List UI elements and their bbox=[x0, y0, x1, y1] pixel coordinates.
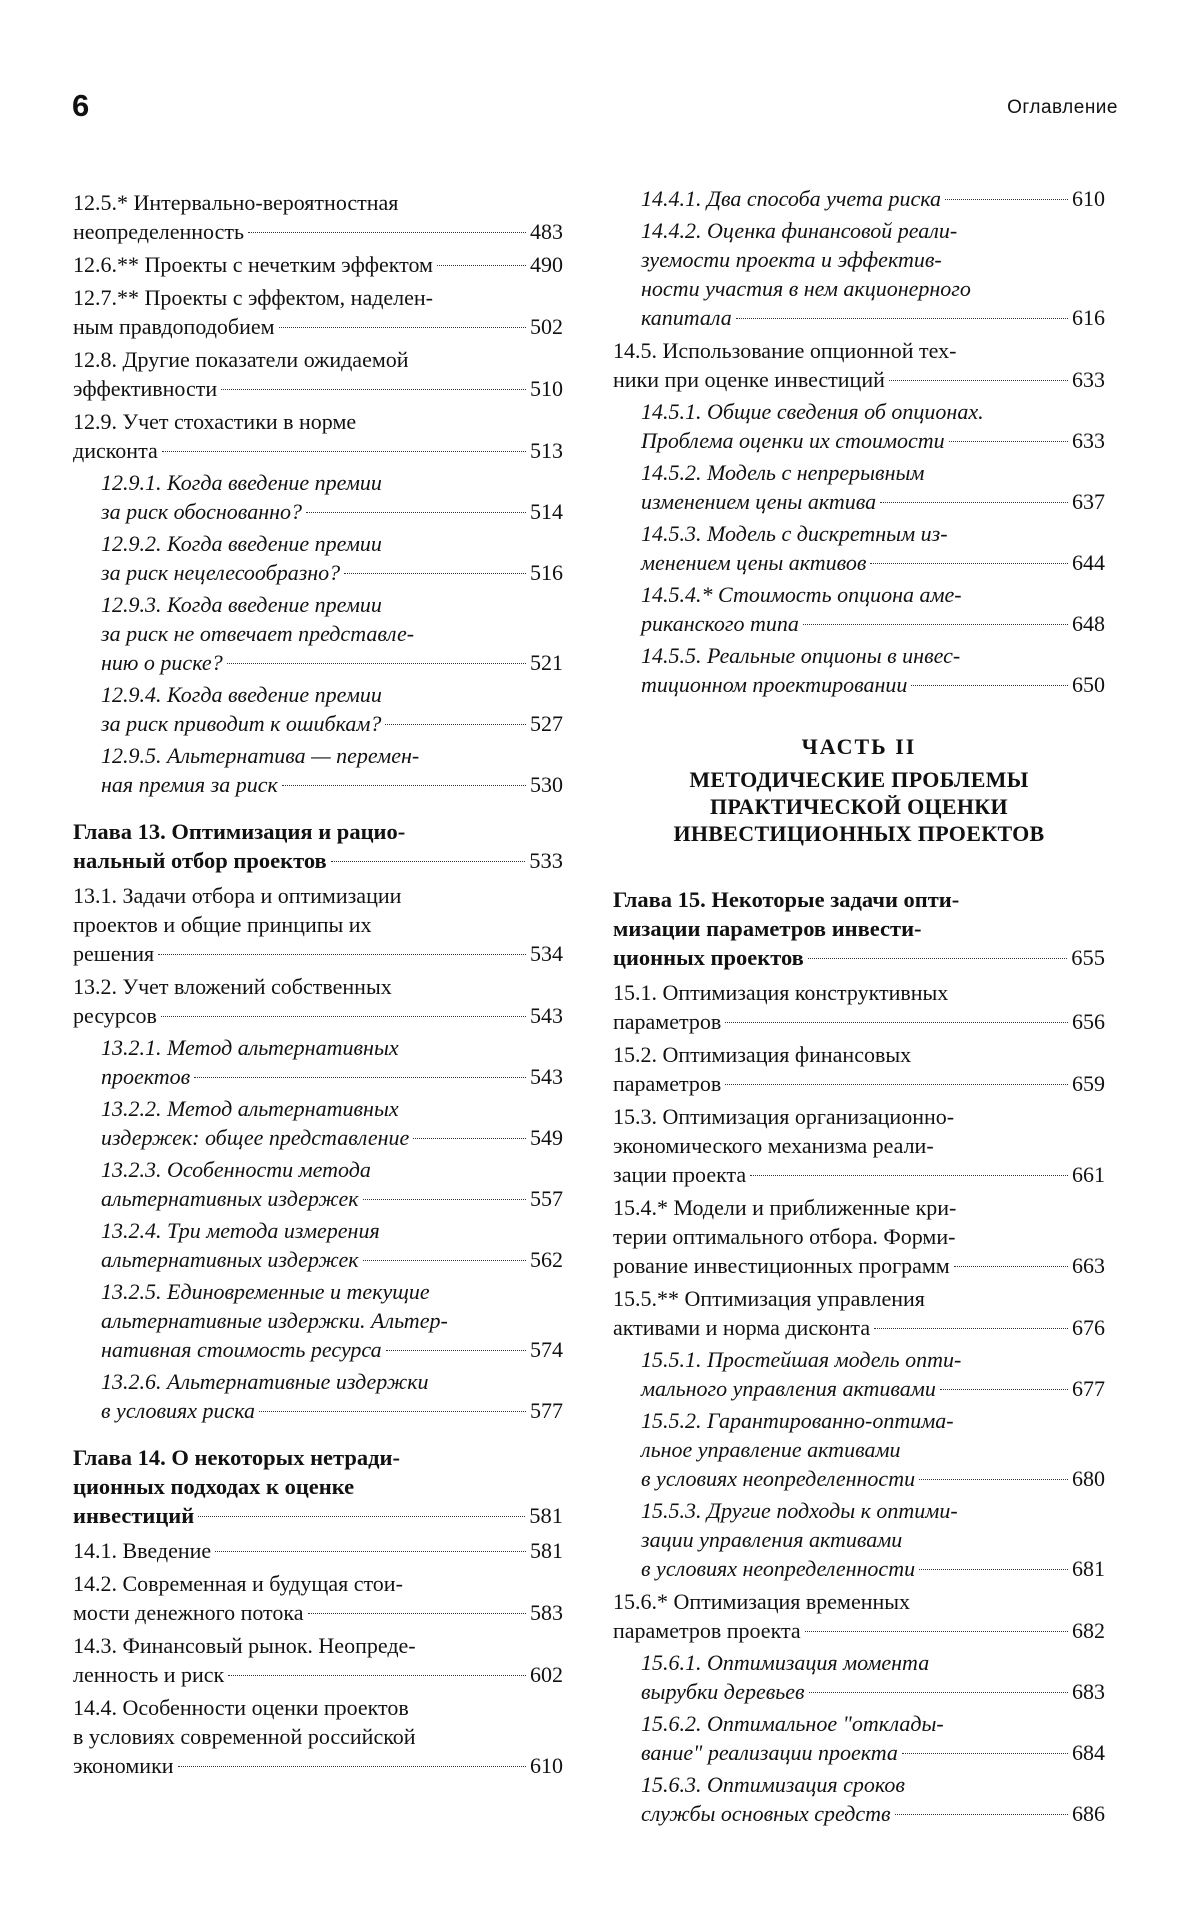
toc-entry-text: нальный отбор проектов bbox=[73, 848, 327, 873]
toc-entry-final-line bbox=[641, 1799, 1105, 1828]
toc-entry-final-line bbox=[73, 1001, 563, 1030]
toc-entry-line: 15.4.* Модели и приближенные кри- bbox=[613, 1195, 957, 1220]
dot-leader bbox=[385, 724, 526, 725]
part-title-line: МЕТОДИЧЕСКИЕ ПРОБЛЕМЫ bbox=[689, 767, 1029, 792]
toc-entry-sub bbox=[641, 1770, 1105, 1828]
toc-entry-line: терии оптимального отбора. Форми- bbox=[613, 1224, 956, 1249]
toc-entry-chapter bbox=[613, 885, 1105, 972]
toc-entry-final-line bbox=[613, 365, 1105, 394]
toc-entry-line: за риск не отвечает представле- bbox=[101, 621, 415, 646]
toc-entry-final-line bbox=[73, 217, 563, 246]
toc-page-number: 549 bbox=[530, 1125, 563, 1150]
toc-entry-text: менением цены активов bbox=[641, 550, 867, 575]
toc-entry-line: 14.5.4.* Стоимость опциона аме- bbox=[641, 582, 962, 607]
toc-entry-final-line bbox=[613, 1616, 1105, 1645]
toc-entry-final-line bbox=[641, 548, 1105, 577]
toc-page-number: 513 bbox=[530, 438, 563, 463]
dot-leader bbox=[198, 1516, 525, 1517]
toc-entry-section bbox=[613, 1587, 1105, 1645]
toc-entry-sub bbox=[641, 641, 1105, 699]
dot-leader bbox=[386, 1350, 526, 1351]
toc-entry-line: 15.2. Оптимизация финансовых bbox=[613, 1042, 912, 1067]
toc-entry-final-line bbox=[73, 1751, 563, 1780]
dot-leader bbox=[870, 563, 1068, 564]
toc-entry-text: зации проекта bbox=[613, 1162, 747, 1187]
toc-page-number: 574 bbox=[530, 1337, 563, 1362]
toc-entry-text: тиционном проектировании bbox=[641, 672, 908, 697]
dot-leader bbox=[902, 1753, 1068, 1754]
toc-entry-sub bbox=[641, 580, 1105, 638]
toc-entry-line: 15.6.1. Оптимизация момента bbox=[641, 1650, 930, 1675]
toc-entry-line: 15.5.3. Другие подходы к оптими- bbox=[641, 1498, 958, 1523]
toc-right-bottom bbox=[613, 885, 1105, 1828]
dot-leader bbox=[911, 685, 1068, 686]
toc-entry-line: 15.6.* Оптимизация временных bbox=[613, 1589, 911, 1614]
dot-leader bbox=[945, 199, 1068, 200]
dot-leader bbox=[161, 1016, 526, 1017]
toc-page-number: 514 bbox=[530, 499, 563, 524]
toc-page-number: 659 bbox=[1072, 1071, 1105, 1096]
toc-entry-final-line bbox=[101, 1245, 563, 1274]
toc-entry-text: 14.1. Введение bbox=[73, 1538, 212, 1563]
dot-leader bbox=[940, 1389, 1068, 1390]
dot-leader bbox=[228, 1675, 526, 1676]
toc-entry-sub bbox=[641, 519, 1105, 577]
toc-entry-line: 15.6.3. Оптимизация сроков bbox=[641, 1772, 905, 1797]
toc-left-column bbox=[73, 184, 563, 1783]
toc-entry-line: 14.5.2. Модель с непрерывным bbox=[641, 460, 925, 485]
toc-page-number: 530 bbox=[530, 772, 563, 797]
toc-page-number: 610 bbox=[530, 1753, 563, 1778]
dot-leader bbox=[880, 502, 1068, 503]
toc-entry-text: 14.4.1. Два способа учета риска bbox=[641, 186, 942, 211]
dot-leader bbox=[413, 1138, 526, 1139]
toc-entry-sub bbox=[641, 1345, 1105, 1403]
dot-leader bbox=[259, 1411, 526, 1412]
toc-page-number: 686 bbox=[1072, 1801, 1105, 1826]
toc-entry-line: 15.3. Оптимизация организационно- bbox=[613, 1104, 955, 1129]
toc-entry-text: активами и норма дисконта bbox=[613, 1315, 871, 1340]
toc-entry-section bbox=[73, 1569, 563, 1627]
toc-page-number: 521 bbox=[530, 650, 563, 675]
toc-entry-text: ленность и риск bbox=[73, 1662, 225, 1687]
dot-leader bbox=[306, 512, 526, 513]
toc-entry-line: 14.2. Современная и будущая стои- bbox=[73, 1571, 403, 1596]
toc-entry-line: проектов и общие принципы их bbox=[73, 912, 372, 937]
toc-entry-line: 12.9.5. Альтернатива — перемен- bbox=[101, 743, 420, 768]
toc-entry-section bbox=[613, 1284, 1105, 1342]
toc-entry-text: дисконта bbox=[73, 438, 158, 463]
part-title-line: ИНВЕСТИЦИОННЫХ ПРОЕКТОВ bbox=[673, 821, 1045, 846]
toc-entry-text: за риск приводит к ошибкам? bbox=[101, 711, 382, 736]
toc-page-number: 533 bbox=[529, 848, 563, 873]
toc-entry-line: 12.9.1. Когда введение премии bbox=[101, 470, 382, 495]
toc-entry-section bbox=[73, 345, 563, 403]
dot-leader bbox=[803, 624, 1068, 625]
toc-entry-final-line bbox=[101, 770, 563, 799]
toc-entry-line: 12.5.* Интервально-вероятностная bbox=[73, 190, 399, 215]
toc-entry-section bbox=[73, 1693, 563, 1780]
toc-entry-line: 15.5.2. Гарантированно-оптима- bbox=[641, 1408, 954, 1433]
toc-entry-sub bbox=[101, 529, 563, 587]
toc-entry-section bbox=[73, 972, 563, 1030]
toc-entry-line: 12.9.3. Когда введение премии bbox=[101, 592, 382, 617]
toc-page-number: 543 bbox=[530, 1003, 563, 1028]
toc-entry-line: 12.8. Другие показатели ожидаемой bbox=[73, 347, 409, 372]
toc-entry-final-line bbox=[73, 1660, 563, 1689]
toc-entry-line: в условиях современной российской bbox=[73, 1724, 416, 1749]
dot-leader bbox=[805, 1631, 1068, 1632]
toc-entry-final-line bbox=[101, 1062, 563, 1091]
dot-leader bbox=[954, 1266, 1068, 1267]
toc-entry-line: 12.7.** Проекты с эффектом, наделен- bbox=[73, 285, 434, 310]
dot-leader bbox=[363, 1260, 526, 1261]
toc-entry-text: параметров bbox=[613, 1071, 722, 1096]
toc-entry-text: альтернативных издержек bbox=[101, 1186, 359, 1211]
toc-entry-section bbox=[73, 283, 563, 341]
toc-entry-text: в условиях неопределенности bbox=[641, 1556, 916, 1581]
dot-leader bbox=[919, 1569, 1068, 1570]
toc-page-number: 616 bbox=[1072, 305, 1105, 330]
toc-page-number: 527 bbox=[530, 711, 563, 736]
toc-entry-line: 14.5.3. Модель с дискретным из- bbox=[641, 521, 948, 546]
toc-entry-line: экономического механизма реали- bbox=[613, 1133, 934, 1158]
toc-entry-final-line bbox=[641, 670, 1105, 699]
toc-page-number: 683 bbox=[1072, 1679, 1105, 1704]
toc-page-number: 681 bbox=[1072, 1556, 1105, 1581]
toc-page-number: 684 bbox=[1072, 1740, 1105, 1765]
toc-entry-line: альтернативные издержки. Альтер- bbox=[101, 1308, 448, 1333]
toc-entry-text: проектов bbox=[101, 1064, 191, 1089]
toc-entry-text: в условиях риска bbox=[101, 1398, 255, 1423]
toc-entry-text: ники при оценке инвестиций bbox=[613, 367, 885, 392]
toc-page-number: 602 bbox=[530, 1662, 563, 1687]
toc-right-top bbox=[613, 184, 1105, 699]
toc-entry-line: 14.4.2. Оценка финансовой реали- bbox=[641, 218, 958, 243]
toc-entry-final-line bbox=[641, 303, 1105, 332]
toc-entry-text: изменением цены актива bbox=[641, 489, 877, 514]
toc-entry-final-line bbox=[101, 1335, 563, 1364]
toc-entry-final-line bbox=[73, 1598, 563, 1627]
toc-entry-text: в условиях неопределенности bbox=[641, 1466, 916, 1491]
toc-page-number: 483 bbox=[530, 219, 563, 244]
toc-entry-final-line bbox=[641, 1554, 1105, 1583]
toc-entry-line: 13.2.2. Метод альтернативных bbox=[101, 1096, 399, 1121]
toc-page-number: 677 bbox=[1072, 1376, 1105, 1401]
toc-page-number: 682 bbox=[1072, 1618, 1105, 1643]
toc-entry-line: 13.2.6. Альтернативные издержки bbox=[101, 1369, 429, 1394]
dot-leader bbox=[331, 861, 526, 862]
dot-leader bbox=[282, 785, 526, 786]
toc-entry-line: 15.5.** Оптимизация управления bbox=[613, 1286, 925, 1311]
toc-page-number: 534 bbox=[530, 941, 563, 966]
toc-entry-sub bbox=[101, 1033, 563, 1091]
toc-page-number: 577 bbox=[530, 1398, 563, 1423]
toc-entry-line: 14.5.5. Реальные опционы в инвес- bbox=[641, 643, 961, 668]
toc-entry-text: риканского типа bbox=[641, 611, 799, 636]
toc-entry-final-line bbox=[73, 250, 563, 279]
toc-entry-text: мального управления активами bbox=[641, 1376, 936, 1401]
toc-page-number: 676 bbox=[1072, 1315, 1105, 1340]
toc-entry-text: рование инвестиционных программ bbox=[613, 1253, 950, 1278]
toc-entry-section bbox=[73, 250, 563, 279]
dot-leader bbox=[363, 1199, 526, 1200]
toc-page-number: 633 bbox=[1072, 428, 1105, 453]
toc-entry-text: нативная стоимость ресурса bbox=[101, 1337, 382, 1362]
toc-entry-text: службы основных средств bbox=[641, 1801, 891, 1826]
dot-leader bbox=[279, 327, 526, 328]
dot-leader bbox=[889, 380, 1068, 381]
toc-entry-section bbox=[73, 1631, 563, 1689]
dot-leader bbox=[919, 1479, 1068, 1480]
dot-leader bbox=[750, 1175, 1068, 1176]
toc-entry-section bbox=[73, 407, 563, 465]
toc-entry-sub bbox=[641, 1406, 1105, 1493]
dot-leader bbox=[809, 1692, 1068, 1693]
toc-entry-final-line bbox=[73, 1501, 563, 1530]
toc-entry-text: за риск обоснованно? bbox=[101, 499, 303, 524]
toc-entry-text: за риск нецелесообразно? bbox=[101, 560, 341, 585]
toc-entry-final-line bbox=[641, 1374, 1105, 1403]
toc-entry-final-line bbox=[613, 1160, 1105, 1189]
part-label: ЧАСТЬ II bbox=[801, 734, 917, 759]
toc-page-number: 637 bbox=[1072, 489, 1105, 514]
toc-entry-line: 14.5. Использование опционной тех- bbox=[613, 338, 957, 363]
toc-entry-text: капитала bbox=[641, 305, 732, 330]
toc-entry-sub bbox=[101, 1155, 563, 1213]
dot-leader bbox=[308, 1613, 527, 1614]
toc-page-number: 581 bbox=[529, 1503, 563, 1528]
toc-page-number: 680 bbox=[1072, 1466, 1105, 1491]
toc-entry-line: 13.2.4. Три метода измерения bbox=[101, 1218, 380, 1243]
toc-entry-line: 13.1. Задачи отбора и оптимизации bbox=[73, 883, 402, 908]
toc-page-number: 583 bbox=[530, 1600, 563, 1625]
dot-leader bbox=[949, 441, 1068, 442]
toc-entry-final-line bbox=[101, 558, 563, 587]
toc-entry-text: неопределенность bbox=[73, 219, 244, 244]
toc-entry-chapter bbox=[73, 817, 563, 875]
toc-page-number: 581 bbox=[530, 1538, 563, 1563]
dot-leader bbox=[227, 663, 526, 664]
toc-entry-sub bbox=[101, 680, 563, 738]
toc-entry-sub bbox=[101, 1216, 563, 1274]
toc-entry-line: Глава 13. Оптимизация и рацио- bbox=[73, 819, 406, 844]
part-heading bbox=[613, 733, 1105, 847]
toc-entry-text: решения bbox=[73, 941, 155, 966]
toc-page-number: 633 bbox=[1072, 367, 1105, 392]
toc-entry-sub bbox=[641, 216, 1105, 332]
toc-entry-final-line bbox=[613, 1007, 1105, 1036]
toc-entry-text: вырубки деревьев bbox=[641, 1679, 805, 1704]
toc-entry-final-line bbox=[613, 1069, 1105, 1098]
toc-entry-text: альтернативных издержек bbox=[101, 1247, 359, 1272]
toc-entry-section bbox=[613, 978, 1105, 1036]
toc-entry-line: 12.9. Учет стохастики в норме bbox=[73, 409, 357, 434]
toc-entry-sub bbox=[641, 1709, 1105, 1767]
toc-page-number: 490 bbox=[530, 252, 563, 277]
toc-page-number: 557 bbox=[530, 1186, 563, 1211]
dot-leader bbox=[162, 451, 526, 452]
dot-leader bbox=[248, 232, 526, 233]
toc-entry-sub bbox=[101, 1277, 563, 1364]
toc-entry-text: издержек: общее представление bbox=[101, 1125, 410, 1150]
toc-entry-text: мости денежного потока bbox=[73, 1600, 304, 1625]
toc-entry-final-line bbox=[641, 609, 1105, 638]
toc-page-number: 648 bbox=[1072, 611, 1105, 636]
part-title-line: ПРАКТИЧЕСКОЙ ОЦЕНКИ bbox=[710, 794, 1008, 819]
toc-entry-text: эффективности bbox=[73, 376, 218, 401]
toc-entry-final-line bbox=[641, 184, 1105, 213]
toc-entry-final-line bbox=[101, 1123, 563, 1152]
toc-entry-line: ционных подходах к оценке bbox=[73, 1474, 355, 1499]
toc-entry-text: нию о риске? bbox=[101, 650, 223, 675]
toc-entry-section bbox=[613, 1040, 1105, 1098]
toc-entry-line: 15.6.2. Оптимальное "отклады- bbox=[641, 1711, 944, 1736]
toc-entry-section bbox=[613, 1102, 1105, 1189]
toc-entry-final-line bbox=[101, 497, 563, 526]
toc-entry-sub bbox=[641, 1648, 1105, 1706]
toc-entry-line: мизации параметров инвести- bbox=[613, 916, 922, 941]
toc-entry-text: ная премия за риск bbox=[101, 772, 278, 797]
toc-entry-final-line bbox=[73, 312, 563, 341]
toc-page-number: 502 bbox=[530, 314, 563, 339]
toc-entry-text: ным правдоподобием bbox=[73, 314, 275, 339]
toc-entry-line: 15.1. Оптимизация конструктивных bbox=[613, 980, 949, 1005]
toc-entry-line: 13.2.5. Единовременные и текущие bbox=[101, 1279, 430, 1304]
toc-entry-final-line bbox=[101, 709, 563, 738]
dot-leader bbox=[808, 958, 1067, 959]
toc-page-number: 562 bbox=[530, 1247, 563, 1272]
toc-entry-section bbox=[73, 188, 563, 246]
dot-leader bbox=[158, 954, 526, 955]
toc-page-number: 610 bbox=[1072, 186, 1105, 211]
toc-entry-line: льное управление активами bbox=[641, 1437, 901, 1462]
toc-entry-line: 13.2.3. Особенности метода bbox=[101, 1157, 371, 1182]
toc-entry-final-line bbox=[641, 1677, 1105, 1706]
toc-entry-line: 14.3. Финансовый рынок. Неопреде- bbox=[73, 1633, 416, 1658]
toc-entry-line: 12.9.4. Когда введение премии bbox=[101, 682, 382, 707]
dot-leader bbox=[725, 1084, 1068, 1085]
dot-leader bbox=[895, 1814, 1068, 1815]
toc-entry-section bbox=[73, 881, 563, 968]
toc-page-number: 663 bbox=[1072, 1253, 1105, 1278]
toc-entry-line: 12.9.2. Когда введение премии bbox=[101, 531, 382, 556]
toc-entry-section bbox=[613, 1193, 1105, 1280]
toc-entry-line: зации управления активами bbox=[641, 1527, 903, 1552]
toc-entry-final-line bbox=[641, 1464, 1105, 1493]
toc-entry-line: 13.2.1. Метод альтернативных bbox=[101, 1035, 399, 1060]
toc-entry-section bbox=[613, 336, 1105, 394]
toc-entry-final-line bbox=[73, 1536, 563, 1565]
toc-entry-line: 15.5.1. Простейшая модель опти- bbox=[641, 1347, 962, 1372]
dot-leader bbox=[178, 1766, 526, 1767]
toc-page-number: 655 bbox=[1071, 945, 1105, 970]
toc-entry-chapter bbox=[73, 1443, 563, 1530]
toc-page-number: 510 bbox=[530, 376, 563, 401]
toc-entry-text: параметров проекта bbox=[613, 1618, 801, 1643]
toc-entry-final-line bbox=[73, 846, 563, 875]
toc-entry-text: ционных проектов bbox=[613, 945, 804, 970]
toc-entry-final-line bbox=[73, 374, 563, 403]
running-title: Оглавление bbox=[1007, 97, 1118, 118]
toc-page-number: 650 bbox=[1072, 672, 1105, 697]
dot-leader bbox=[194, 1077, 526, 1078]
toc-entry-line: зуемости проекта и эффектив- bbox=[641, 247, 942, 272]
toc-page-number: 656 bbox=[1072, 1009, 1105, 1034]
toc-entry-final-line bbox=[101, 1184, 563, 1213]
toc-right-column bbox=[613, 184, 1105, 1831]
toc-entry-final-line bbox=[73, 436, 563, 465]
toc-entry-final-line bbox=[73, 939, 563, 968]
toc-entry-sub bbox=[101, 741, 563, 799]
toc-entry-final-line bbox=[101, 648, 563, 677]
toc-entry-line: 14.4. Особенности оценки проектов bbox=[73, 1695, 409, 1720]
toc-entry-sub bbox=[101, 468, 563, 526]
toc-page-number: 644 bbox=[1072, 550, 1105, 575]
dot-leader bbox=[736, 318, 1068, 319]
toc-entry-text: экономики bbox=[73, 1753, 174, 1778]
toc-entry-final-line bbox=[641, 426, 1105, 455]
dot-leader bbox=[437, 265, 526, 266]
dot-leader bbox=[221, 389, 526, 390]
toc-entry-line: ности участия в нем акционерного bbox=[641, 276, 971, 301]
toc-entry-line: Глава 14. О некоторых нетради- bbox=[73, 1445, 400, 1470]
toc-entry-sub bbox=[641, 1496, 1105, 1583]
toc-entry-text: Проблема оценки их стоимости bbox=[641, 428, 945, 453]
dot-leader bbox=[874, 1328, 1068, 1329]
toc-page-number: 516 bbox=[530, 560, 563, 585]
dot-leader bbox=[215, 1551, 526, 1552]
toc-entry-final-line bbox=[641, 487, 1105, 516]
toc-entry-text: 12.6.** Проекты с нечетким эффектом bbox=[73, 252, 433, 277]
toc-entry-text: инвестиций bbox=[73, 1503, 195, 1528]
toc-entry-line: 14.5.1. Общие сведения об опционах. bbox=[641, 399, 984, 424]
toc-entry-sub bbox=[101, 590, 563, 677]
toc-entry-sub bbox=[641, 184, 1105, 213]
toc-entry-text: вание" реализации проекта bbox=[641, 1740, 898, 1765]
toc-entry-final-line bbox=[101, 1396, 563, 1425]
page-number: 6 bbox=[72, 88, 90, 123]
toc-entry-line: Глава 15. Некоторые задачи опти- bbox=[613, 887, 960, 912]
toc-entry-text: параметров bbox=[613, 1009, 722, 1034]
toc-page-number: 543 bbox=[530, 1064, 563, 1089]
dot-leader bbox=[344, 573, 526, 574]
toc-entry-final-line bbox=[613, 1313, 1105, 1342]
toc-entry-final-line bbox=[641, 1738, 1105, 1767]
toc-page-number: 661 bbox=[1072, 1162, 1105, 1187]
toc-entry-line: 13.2. Учет вложений собственных bbox=[73, 974, 392, 999]
dot-leader bbox=[725, 1022, 1068, 1023]
toc-entry-text: ресурсов bbox=[73, 1003, 157, 1028]
toc-entry-sub bbox=[101, 1094, 563, 1152]
toc-entry-final-line bbox=[613, 1251, 1105, 1280]
toc-entry-sub bbox=[641, 397, 1105, 455]
toc-entry-sub bbox=[101, 1367, 563, 1425]
toc-entry-section bbox=[73, 1536, 563, 1565]
toc-entry-final-line bbox=[613, 943, 1105, 972]
toc-entry-sub bbox=[641, 458, 1105, 516]
